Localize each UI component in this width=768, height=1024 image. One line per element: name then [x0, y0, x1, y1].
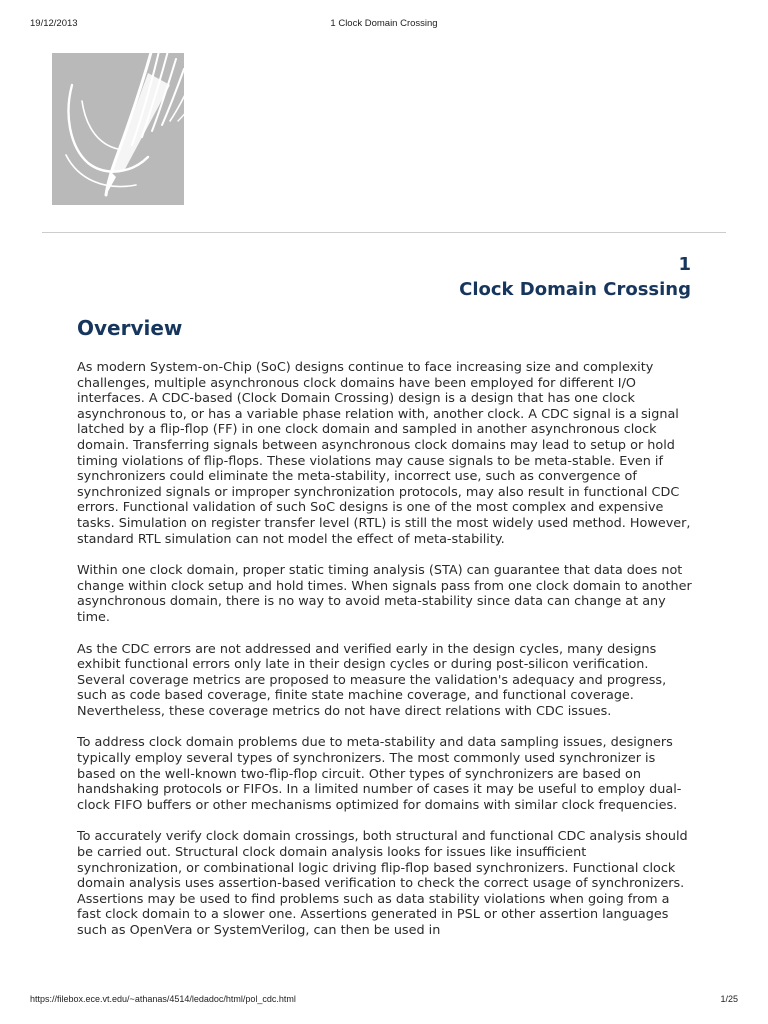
paragraph: To address clock domain problems due to meta-stability and data sampling issues, designers typically employ several types of synchronizers. The most commonly used synchronizer is based on the well-known two-flip-flop circuit. Other types of synchronizers are based on handshaking protocols or FIFOs. In a limited number of cases it may be useful to employ dual-clock FIFO buffers or other mechanisms optimized for domains with similar clock frequencies.: [77, 735, 682, 813]
print-page-title: 1 Clock Domain Crossing: [330, 18, 438, 29]
paragraph: As the CDC errors are not addressed and verified early in the design cycles, many designs exhibit functional errors only late in their design cycles or during post-silicon verification. Several coverage metrics are proposed to measure the validation's adequacy and progress, such as code based coverage, finite state machine coverage, and functional coverage. Nevertheless, these coverage metrics do not have direct relations with CDC issues.: [77, 641, 667, 719]
paragraph: As modern System-on-Chip (SoC) designs continue to face increasing size and complexity challenges, multiple asynchronous clock domains have been employed for different I/O interfaces. A CDC-based (Clock Domain Crossing) design is a design that has one clock asynchronous to, or has a variable phase relation with, another clock. A CDC signal is a signal latched by a flip-flop (FF) in one clock domain and sampled in another asynchronous clock domain. Transferring signals between asynchronous clock domains may lead to setup or hold timing violations of flip-flops. These violations may cause signals to be meta-stable. Even if synchronizers could eliminate the meta-stability, incorrect use, such as convergence of synchronized signals or improper synchronization protocols, may also result in functional CDC errors. Functional validation of such SoC designs is one of the most complex and expensive tasks. Simulation on register transfer level (RTL) is still the most widely used method. However, standard RTL simulation can not model the effect of meta-stability.: [77, 360, 691, 547]
chapter-number: 1: [678, 254, 691, 275]
page-number: 1/25: [720, 994, 738, 1004]
chapter-title: Clock Domain Crossing: [459, 279, 691, 300]
print-header: [30, 18, 738, 32]
paragraph: Within one clock domain, proper static timing analysis (STA) can guarantee that data does not change within clock setup and hold times. When signals pass from one clock domain to another asynchronous domain, there is no way to avoid meta-stability since data can change at any time.: [77, 563, 692, 625]
quill-pen-logo-icon: [52, 45, 212, 210]
paragraph: To accurately verify clock domain crossings, both structural and functional CDC analysis should be carried out. Structural clock domain analysis looks for issues like insufficient synchronization, or combinational logic driving flip-flop based synchronizers. Functional clock domain analysis uses assertion-based verification to check the correct usage of synchronizers. Assertions may be used to find problems such as data stability violations when going from a fast clock domain to a slower one. Assertions generated in PSL or other assertion languages such as OpenVera or SystemVerilog, can then be used in: [77, 829, 688, 938]
print-date: 19/12/2013: [30, 18, 78, 29]
print-footer: [30, 994, 738, 1008]
section-heading-overview: Overview: [77, 316, 183, 340]
page-url-link[interactable]: https://filebox.ece.vt.edu/~athanas/4514/ledadoc/html/pol_cdc.html: [30, 994, 296, 1004]
header-divider: [42, 232, 726, 233]
article-body: [77, 360, 693, 955]
chapter-heading: [459, 252, 691, 302]
